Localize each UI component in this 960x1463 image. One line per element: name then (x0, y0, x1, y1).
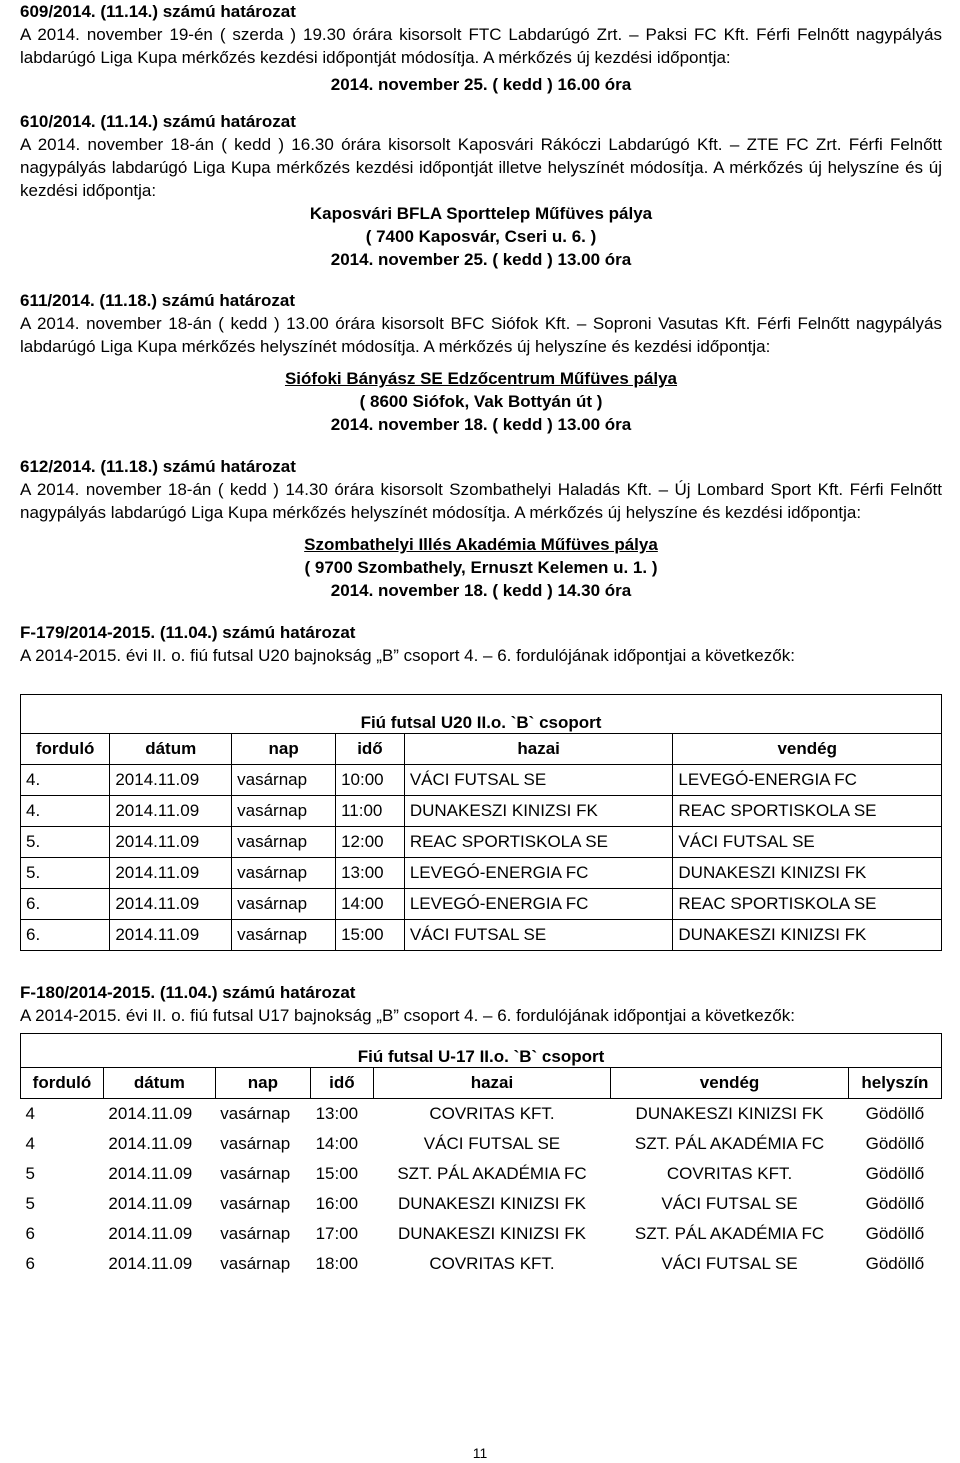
cell-away: VÁCI FUTSAL SE (661, 1194, 798, 1213)
table-row (21, 1159, 942, 1189)
header-home: hazai (373, 1068, 611, 1099)
resolution-611 (20, 289, 942, 436)
cell-home: COVRITAS KFT. (429, 1254, 555, 1273)
cell-home: DUNAKESZI KINIZSI FK (404, 796, 673, 827)
cell-date: 2014.11.09 (110, 889, 232, 920)
cell-round: 5. (21, 858, 110, 889)
resolution-title: 610/2014. (11.14.) számú határozat (20, 112, 296, 131)
header-home: hazai (404, 734, 673, 765)
cell-round: 6. (21, 889, 110, 920)
cell-away: SZT. PÁL AKADÉMIA FC (634, 1134, 825, 1153)
table-row (21, 858, 942, 889)
cell-time: 11:00 (336, 796, 405, 827)
cell-venue: Gödöllő (865, 1104, 925, 1123)
cell-away: DUNAKESZI KINIZSI FK (673, 858, 942, 889)
table-caption: Fiú futsal U20 II.o. `B` csoport (21, 695, 942, 734)
cell-date: 2014.11.09 (110, 920, 232, 951)
cell-time: 16:00 (315, 1194, 359, 1213)
resolution-title: 612/2014. (11.18.) számú határozat (20, 457, 296, 476)
cell-home: DUNAKESZI KINIZSI FK (397, 1224, 586, 1243)
cell-day: vasárnap (232, 920, 336, 951)
table-row (21, 889, 942, 920)
cell-time: 10:00 (336, 765, 405, 796)
cell-away: REAC SPORTISKOLA SE (673, 796, 942, 827)
table-row (21, 1129, 942, 1159)
header-day: nap (232, 734, 336, 765)
resolution-body: A 2014. november 18-án ( kedd ) 14.30 órára kisorsolt Szombathelyi Haladás Kft. – Új Lombard Sport Kft. Férfi Felnőtt nagypályás labdarúgó Liga Kupa mérkőzés helyszínét módosítja. A mérkőzés új helyszíne és kezdési időpontja: (20, 480, 942, 522)
cell-day: vasárnap (220, 1254, 291, 1273)
cell-date: 2014.11.09 (108, 1224, 193, 1243)
cell-day: vasárnap (232, 858, 336, 889)
u20-schedule-table (20, 694, 942, 951)
cell-home: SZT. PÁL AKADÉMIA FC (397, 1164, 587, 1183)
cell-home: LEVEGÓ-ENERGIA FC (404, 858, 673, 889)
new-venue: Szombathelyi Illés Akadémia Műfüves pálya (304, 535, 658, 554)
table-row (21, 1249, 942, 1279)
cell-date: 2014.11.09 (110, 765, 232, 796)
resolution-title: 611/2014. (11.18.) számú határozat (20, 291, 295, 310)
cell-home: COVRITAS KFT. (429, 1104, 555, 1123)
cell-home: VÁCI FUTSAL SE (404, 920, 673, 951)
resolution-f179 (20, 621, 942, 667)
new-time: 2014. november 25. ( kedd ) 16.00 óra (330, 75, 632, 94)
cell-day: vasárnap (220, 1224, 291, 1243)
header-time: idő (311, 1068, 374, 1099)
cell-date: 2014.11.09 (108, 1194, 193, 1213)
page-number: 11 (472, 1445, 488, 1461)
cell-away: DUNAKESZI KINIZSI FK (673, 920, 942, 951)
cell-date: 2014.11.09 (110, 796, 232, 827)
resolution-612 (20, 455, 942, 602)
u17-table-body (21, 1099, 942, 1280)
cell-away: LEVEGÓ-ENERGIA FC (673, 765, 942, 796)
resolution-610 (20, 110, 942, 271)
header-day: nap (215, 1068, 310, 1099)
cell-round: 5 (25, 1194, 35, 1213)
header-time: idő (336, 734, 405, 765)
resolution-title: F-180/2014-2015. (11.04.) számú határozat (20, 983, 356, 1002)
new-time: 2014. november 18. ( kedd ) 13.00 óra (330, 415, 632, 434)
cell-date: 2014.11.09 (108, 1164, 193, 1183)
cell-away: VÁCI FUTSAL SE (661, 1254, 798, 1273)
cell-time: 13:00 (315, 1104, 359, 1123)
cell-time: 15:00 (336, 920, 405, 951)
cell-time: 15:00 (315, 1164, 359, 1183)
resolution-title: 609/2014. (11.14.) számú határozat (20, 2, 296, 21)
resolution-body: A 2014. november 18-án ( kedd ) 16.30 órára kisorsolt Kaposvári Rákóczi Labdarúgó Kft. – ZTE FC Zrt. Férfi Felnőtt nagypályás labdarúgó Liga Kupa mérkőzés kezdési időpontját illetve helyszínét módosítja. A mérkőzés új helyszíne és új kezdési időpontja: (20, 135, 942, 200)
cell-round: 4 (25, 1134, 35, 1153)
new-address: ( 9700 Szombathely, Ernuszt Kelemen u. 1. ) (304, 558, 658, 577)
cell-day: vasárnap (220, 1134, 291, 1153)
resolution-body: A 2014. november 18-án ( kedd ) 13.00 órára kisorsolt BFC Siófok Kft. – Soproni Vasutas Kft. Férfi Felnőtt nagypályás labdarúgó Liga Kupa mérkőzés helyszínét módosítja. A mérkőzés új helyszíne és kezdési időpontja: (20, 314, 942, 356)
cell-home: LEVEGÓ-ENERGIA FC (404, 889, 673, 920)
cell-venue: Gödöllő (865, 1134, 925, 1153)
table-row (21, 1189, 942, 1219)
resolution-body: A 2014-2015. évi II. o. fiú futsal U17 bajnokság „B” csoport 4. – 6. fordulójának időpontjai a következők: (20, 1006, 795, 1025)
new-time: 2014. november 18. ( kedd ) 14.30 óra (330, 581, 632, 600)
resolution-609 (20, 0, 942, 96)
cell-time: 17:00 (315, 1224, 359, 1243)
cell-home: VÁCI FUTSAL SE (423, 1134, 561, 1153)
cell-date: 2014.11.09 (110, 858, 232, 889)
cell-date: 2014.11.09 (108, 1104, 193, 1123)
new-venue: Kaposvári BFLA Sporttelep Műfüves pálya (309, 204, 653, 223)
resolution-title: F-179/2014-2015. (11.04.) számú határozat (20, 623, 356, 642)
table-row (21, 1099, 942, 1130)
cell-venue: Gödöllő (865, 1194, 925, 1213)
cell-day: vasárnap (232, 889, 336, 920)
cell-time: 18:00 (315, 1254, 359, 1273)
cell-date: 2014.11.09 (108, 1134, 193, 1153)
resolution-body: A 2014-2015. évi II. o. fiú futsal U20 bajnokság „B” csoport 4. – 6. fordulójának időpontjai a következők: (20, 646, 795, 665)
cell-time: 13:00 (336, 858, 405, 889)
header-round: forduló (21, 1068, 104, 1099)
table-caption: Fiú futsal U-17 II.o. `B` csoport (21, 1034, 942, 1068)
cell-away: VÁCI FUTSAL SE (673, 827, 942, 858)
cell-away: COVRITAS KFT. (666, 1164, 793, 1183)
cell-away: SZT. PÁL AKADÉMIA FC (634, 1224, 825, 1243)
cell-home: VÁCI FUTSAL SE (404, 765, 673, 796)
cell-time: 14:00 (336, 889, 405, 920)
cell-away: DUNAKESZI KINIZSI FK (635, 1104, 824, 1123)
cell-round: 5 (25, 1164, 35, 1183)
cell-day: vasárnap (220, 1104, 291, 1123)
table-row (21, 765, 942, 796)
cell-time: 12:00 (336, 827, 405, 858)
header-round: forduló (21, 734, 110, 765)
new-venue: Siófoki Bányász SE Edzőcentrum Műfüves pálya (284, 369, 678, 388)
cell-day: vasárnap (232, 796, 336, 827)
table-row (21, 796, 942, 827)
resolution-body: A 2014. november 19-én ( szerda ) 19.30 órára kisorsolt FTC Labdarúgó Zrt. – Paksi FC Kft. Férfi Felnőtt nagypályás labdarúgó Liga Kupa mérkőzés kezdési időpontját módosítja. A mérkőzés új kezdési időpontja: (20, 25, 942, 67)
new-time: 2014. november 25. ( kedd ) 13.00 óra (330, 250, 632, 269)
cell-time: 14:00 (315, 1134, 359, 1153)
u17-schedule-table (20, 1033, 942, 1279)
cell-round: 4. (21, 796, 110, 827)
cell-home: DUNAKESZI KINIZSI FK (397, 1194, 586, 1213)
header-date: dátum (110, 734, 232, 765)
cell-round: 5. (21, 827, 110, 858)
cell-venue: Gödöllő (865, 1254, 925, 1273)
cell-date: 2014.11.09 (110, 827, 232, 858)
cell-round: 6 (25, 1224, 35, 1243)
header-venue: helyszín (848, 1068, 941, 1099)
cell-away: REAC SPORTISKOLA SE (673, 889, 942, 920)
header-away: vendég (611, 1068, 849, 1099)
cell-home: REAC SPORTISKOLA SE (404, 827, 673, 858)
cell-day: vasárnap (232, 827, 336, 858)
table-row (21, 827, 942, 858)
u20-table-body (21, 765, 942, 951)
cell-day: vasárnap (220, 1164, 291, 1183)
new-address: ( 8600 Siófok, Vak Bottyán út ) (359, 392, 603, 411)
cell-venue: Gödöllő (865, 1164, 925, 1183)
cell-date: 2014.11.09 (108, 1254, 193, 1273)
cell-round: 4. (21, 765, 110, 796)
resolution-f180 (20, 981, 942, 1027)
cell-venue: Gödöllő (865, 1224, 925, 1243)
header-away: vendég (673, 734, 942, 765)
cell-day: vasárnap (220, 1194, 291, 1213)
new-address: ( 7400 Kaposvár, Cseri u. 6. ) (365, 227, 597, 246)
cell-round: 6 (25, 1254, 35, 1273)
cell-day: vasárnap (232, 765, 336, 796)
table-row (21, 1219, 942, 1249)
document-page (20, 0, 942, 1279)
header-date: dátum (103, 1068, 215, 1099)
cell-round: 6. (21, 920, 110, 951)
table-row (21, 920, 942, 951)
cell-round: 4 (25, 1104, 35, 1123)
